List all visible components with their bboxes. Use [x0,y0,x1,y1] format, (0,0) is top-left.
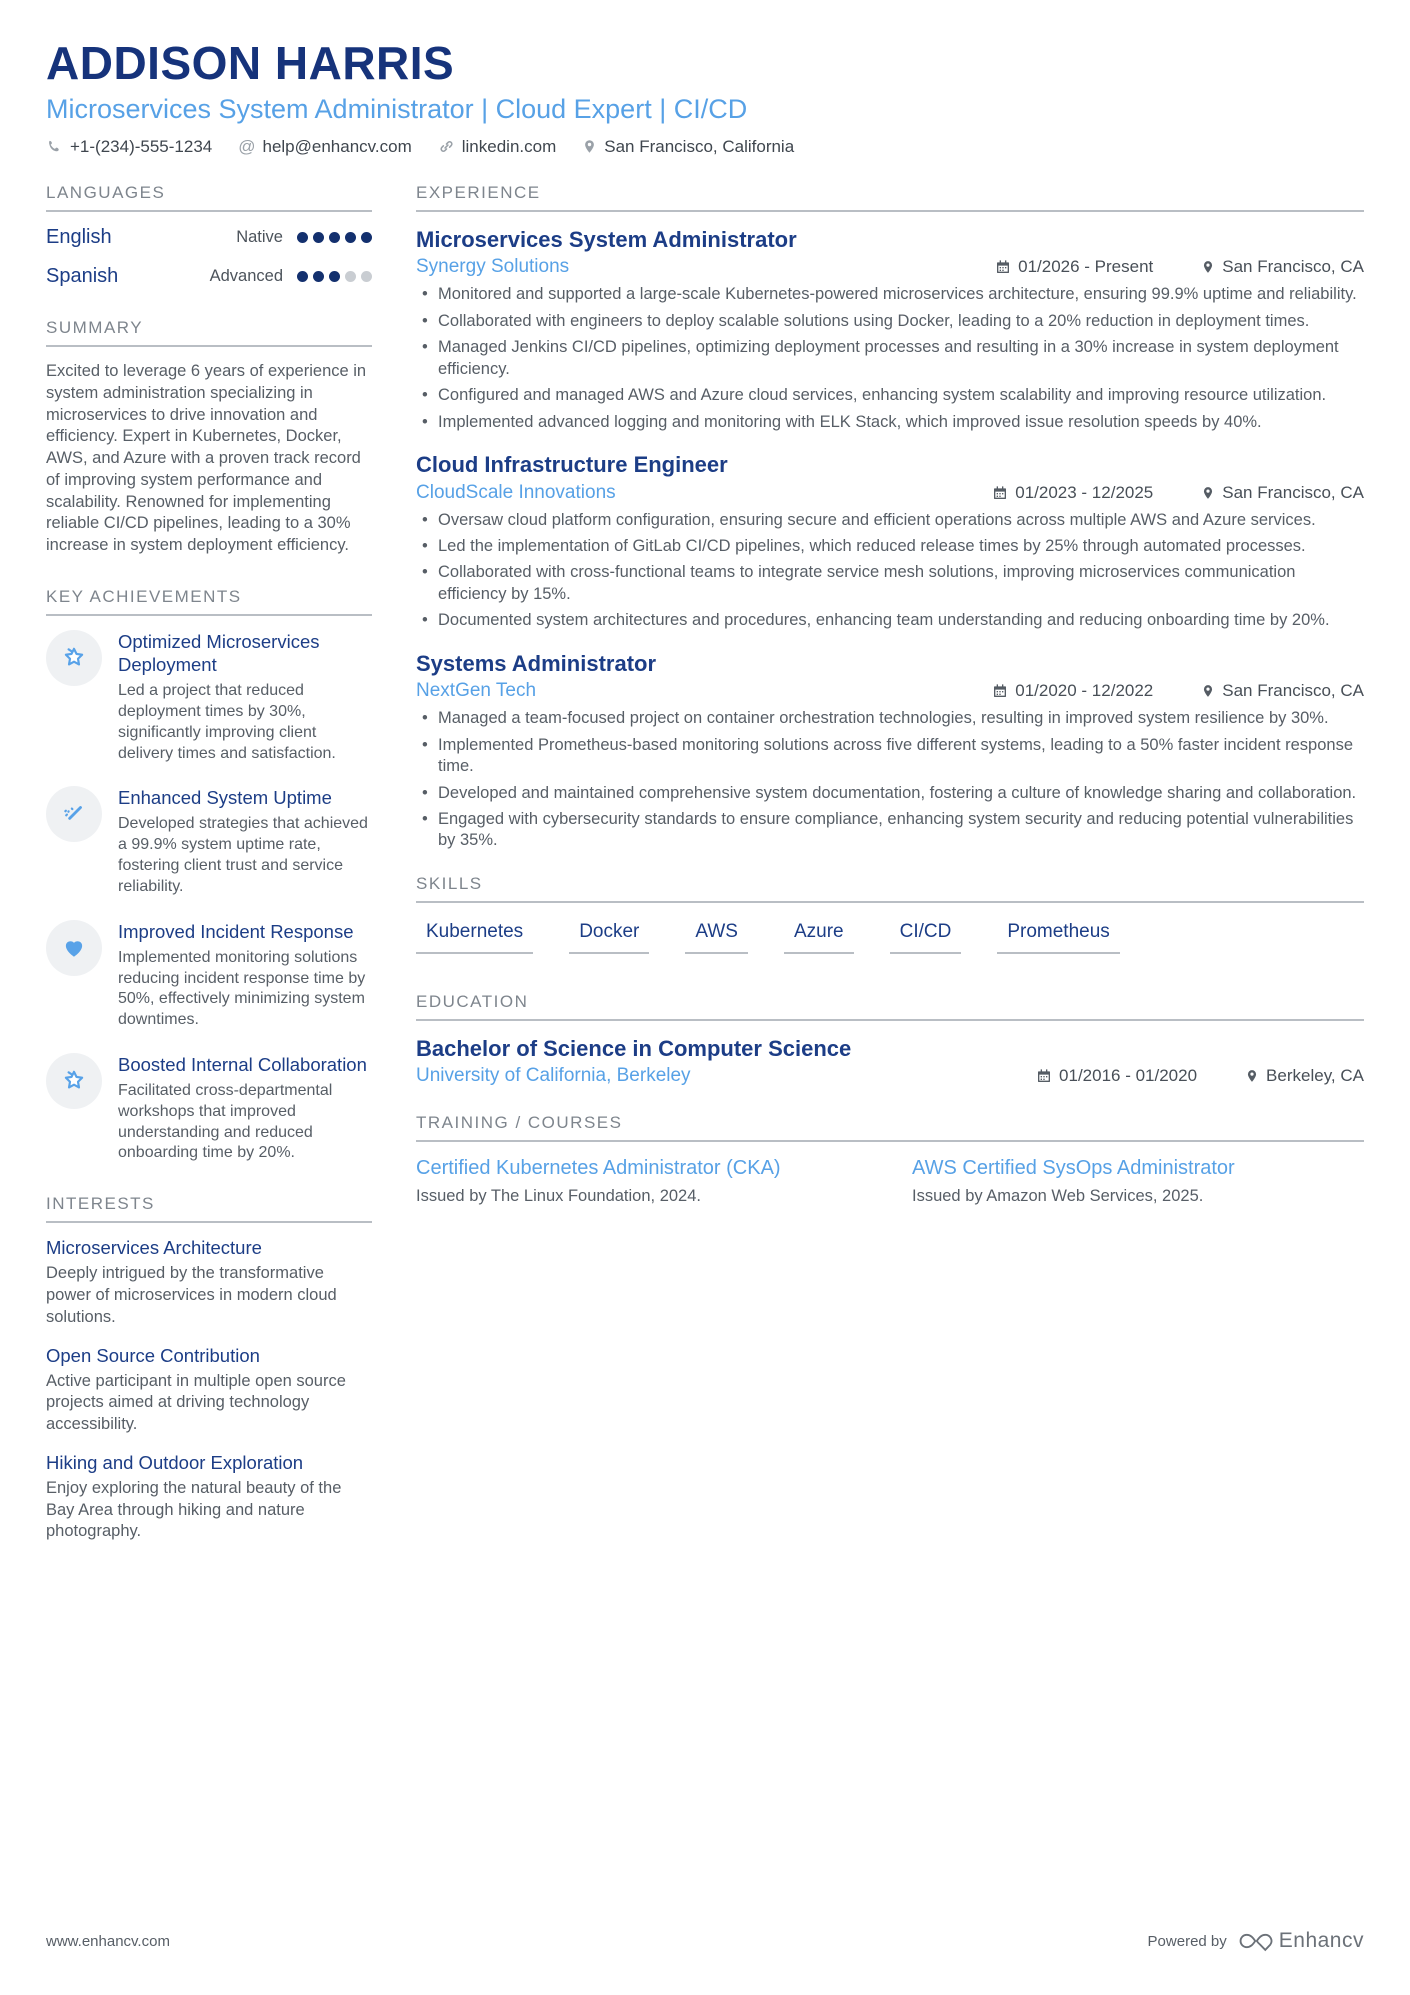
contact-row [46,137,1364,157]
achievement-body [118,630,372,764]
job-dates [992,681,1153,701]
interest-title: Hiking and Outdoor Exploration [46,1451,304,1473]
proficiency-dot [329,232,340,243]
skill-tag[interactable]: Docker [569,921,649,954]
job-location [1201,483,1364,503]
interests-heading: INTERESTS [46,1194,372,1223]
job-meta [416,680,1364,702]
contact-email[interactable] [238,137,412,157]
contact-email-text: help@enhancv.com [262,136,412,156]
bullet: • Engaged with cybersecurity standards to ensure compliance, enhancing system security and reducing potential vulnerabilities by 35%. [416,809,1364,852]
achievement-body [118,786,372,897]
bullet: • Configured and managed AWS and Azure cloud services, enhancing system scalability and improving resource utilization. [416,385,1364,406]
interest-text: Enjoy exploring the natural beauty of the Bay Area through hiking and nature photography. [46,1478,342,1541]
job-location-text: San Francisco, CA [1222,482,1364,502]
job-location [1201,681,1364,701]
languages-heading: LANGUAGES [46,183,372,212]
resume-header [46,38,1364,157]
interest-item [46,1345,372,1436]
training-grid [416,1156,1364,1206]
job-location [1201,257,1364,277]
achievement-title: Optimized Microservices Deployment [118,630,320,675]
language-level: Native [236,227,283,246]
skills-list [416,917,1364,954]
sidebar [46,183,372,1573]
experience-entry [416,226,1364,433]
bullet: • Collaborated with engineers to deploy scalable solutions using Docker, leading to a 20% reduction in deployment times. [416,311,1364,332]
job-bullets [416,510,1364,632]
achievement-text: Implemented monitoring solutions reducing incident response time by 50%, effectively minimizing system downtimes. [118,948,366,1029]
education-dates-text: 01/2016 - 01/2020 [1059,1066,1198,1086]
footer-website-link[interactable]: www.enhancv.com [46,1932,170,1950]
company-name: NextGen Tech [416,680,537,702]
job-bullets [416,708,1364,852]
star-icon [46,630,102,686]
proficiency-dot [361,232,372,243]
course-issuer: Issued by The Linux Foundation, 2024. [416,1187,701,1206]
education-meta [416,1065,1364,1087]
contact-phone-text: +1-(234)-555-1234 [70,136,213,156]
training-section [416,1113,1364,1206]
enhancv-logo[interactable] [1239,1929,1364,1953]
location-pin-icon [1201,683,1215,699]
languages-section [46,183,372,288]
bullet: • Managed a team-focused project on container orchestration technologies, resulting in improved system resilience by 30%. [416,708,1364,729]
location-pin-icon [582,138,597,155]
magic-wand-icon [46,786,102,842]
proficiency-dot [345,271,356,282]
bullet: • Led the implementation of GitLab CI/CD pipelines, which reduced release times by 25% through automated processes. [416,536,1364,557]
language-name: English [46,225,112,248]
summary-text: Excited to leverage 6 years of experience in system administration specializing in microservices to drive innovation and efficiency. Expert in Kubernetes, Docker, AWS, and Azure with a proven track record of improving system performance and scalability. Renowned for implementing reliable CI/CD pipelines, leading to a 30% increase in system deployment efficiency. [46,361,367,555]
achievement-item [46,786,372,897]
page-footer [46,1929,1364,1953]
skills-section [416,874,1364,954]
job-title: Microservices System Administrator [416,226,797,252]
course-title: Certified Kubernetes Administrator (CKA) [416,1157,781,1180]
link-icon [438,138,455,155]
bullet: • Implemented Prometheus-based monitoring solutions across five different systems, leading to a 50% faster incident response time. [416,735,1364,778]
achievement-body [118,920,372,1031]
language-row [46,265,372,288]
achievement-title: Enhanced System Uptime [118,787,332,809]
bullet: • Implemented advanced logging and monitoring with ELK Stack, which improved issue resolution speeds by 40%. [416,412,1364,433]
achievement-title: Improved Incident Response [118,920,354,942]
star-icon [46,1053,102,1109]
interest-title: Microservices Architecture [46,1237,262,1259]
education-location-text: Berkeley, CA [1266,1066,1364,1086]
job-dates [995,257,1153,277]
course-item [912,1156,1364,1206]
contact-website[interactable] [438,137,557,157]
course-issuer: Issued by Amazon Web Services, 2025. [912,1187,1204,1206]
achievement-body [118,1053,372,1164]
job-dates-text: 01/2026 - Present [1018,257,1154,277]
person-headline: Microservices System Administrator | Cloud Expert | CI/CD [46,93,748,124]
interest-text: Deeply intrigued by the transformative power of microservices in modern cloud solutions. [46,1264,337,1326]
proficiency-dot [297,271,308,282]
interest-item [46,1452,372,1543]
course-item [416,1156,868,1206]
school-name: University of California, Berkeley [416,1065,691,1087]
proficiency-dot [329,271,340,282]
job-dates-text: 01/2023 - 12/2025 [1015,482,1154,502]
education-dates [1036,1066,1197,1086]
training-heading: TRAINING / COURSES [416,1113,1364,1142]
experience-heading: EXPERIENCE [416,183,1364,212]
achievement-item [46,920,372,1031]
bullet: • Documented system architectures and procedures, enhancing team understanding and reducing onboarding time by 20%. [416,610,1364,631]
interest-title: Open Source Contribution [46,1344,260,1366]
experience-entry [416,451,1364,632]
calendar-icon [995,259,1011,275]
at-icon: @ [238,136,256,156]
contact-phone[interactable] [46,137,212,157]
main-column [416,183,1364,1573]
proficiency-dot [361,271,372,282]
achievement-text: Led a project that reduced deployment times by 30%, significantly improving client delivery times and satisfaction. [118,682,336,762]
experience-entry [416,650,1364,852]
proficiency-dot [313,232,324,243]
language-row [46,226,372,249]
achievement-text: Facilitated cross-departmental workshops that improved understanding and reduced onboarding time by 20%. [118,1082,333,1162]
contact-website-text: linkedin.com [461,136,557,156]
location-pin-icon [1201,259,1215,275]
achievement-text: Developed strategies that achieved a 99.9% system uptime rate, fostering client trust and service reliability. [118,815,368,895]
language-level: Advanced [209,266,283,285]
bullet: • Oversaw cloud platform configuration, ensuring secure and efficient operations across multiple AWS and Azure services. [416,510,1364,531]
degree-title: Bachelor of Science in Computer Science [416,1035,852,1061]
key-achievements-section [46,587,372,1164]
calendar-icon [1036,1068,1052,1084]
job-dates [992,483,1153,503]
proficiency-dot [313,271,324,282]
interests-section [46,1194,372,1543]
interest-item [46,1237,372,1328]
language-name: Spanish [46,264,119,287]
achievement-title: Boosted Internal Collaboration [118,1053,367,1075]
company-name: Synergy Solutions [416,256,570,278]
summary-section [46,318,372,557]
proficiency-dots [297,232,372,243]
education-location [1245,1066,1364,1086]
skill-tag[interactable]: Prometheus [997,921,1119,954]
enhancv-brand-name: Enhancv [1278,1929,1364,1952]
interest-text: Active participant in multiple open source projects aimed at driving technology accessibility. [46,1371,346,1434]
course-title: AWS Certified SysOps Administrator [912,1157,1235,1180]
job-title: Systems Administrator [416,650,657,676]
calendar-icon [992,485,1008,501]
skills-heading: SKILLS [416,874,1364,903]
job-bullets [416,284,1364,433]
bullet: • Developed and maintained comprehensive system documentation, fostering a culture of knowledge sharing and collaboration. [416,783,1364,804]
location-pin-icon [1201,485,1215,501]
achievements-heading: KEY ACHIEVEMENTS [46,587,372,616]
bullet: • Managed Jenkins CI/CD pipelines, optimizing deployment processes and resulting in a 30% increase in system deployment efficiency. [416,337,1364,380]
proficiency-dots [297,271,372,282]
company-name: CloudScale Innovations [416,481,616,503]
achievement-item [46,630,372,764]
experience-section [416,183,1364,852]
skill-tag[interactable]: Azure [784,921,854,954]
job-dates-text: 01/2020 - 12/2022 [1015,681,1154,701]
job-meta [416,482,1364,504]
bullet: • Collaborated with cross-functional teams to integrate service mesh solutions, improving microservices communication efficiency by 15%. [416,562,1364,605]
heart-icon [46,920,102,976]
achievement-item [46,1053,372,1164]
job-meta [416,256,1364,278]
phone-icon [46,138,63,155]
skill-tag[interactable]: Kubernetes [416,921,533,954]
enhancv-logo-icon [1239,1930,1273,1952]
powered-by [1148,1929,1364,1953]
calendar-icon [992,683,1008,699]
contact-location-text: San Francisco, California [604,136,795,156]
job-location-text: San Francisco, CA [1222,681,1364,701]
proficiency-dot [345,232,356,243]
skill-tag[interactable]: AWS [685,921,748,954]
job-title: Cloud Infrastructure Engineer [416,452,728,478]
bullet: • Monitored and supported a large-scale Kubernetes-powered microservices architecture, ensuring 99.9% uptime and reliability. [416,284,1364,305]
proficiency-dot [297,232,308,243]
education-heading: EDUCATION [416,992,1364,1021]
powered-by-label: Powered by [1147,1932,1227,1950]
contact-location [582,137,794,157]
job-location-text: San Francisco, CA [1222,257,1364,277]
summary-heading: SUMMARY [46,318,372,347]
education-section [416,992,1364,1088]
skill-tag[interactable]: CI/CD [890,921,962,954]
person-name: ADDISON HARRIS [46,37,455,89]
location-pin-icon [1245,1068,1259,1084]
